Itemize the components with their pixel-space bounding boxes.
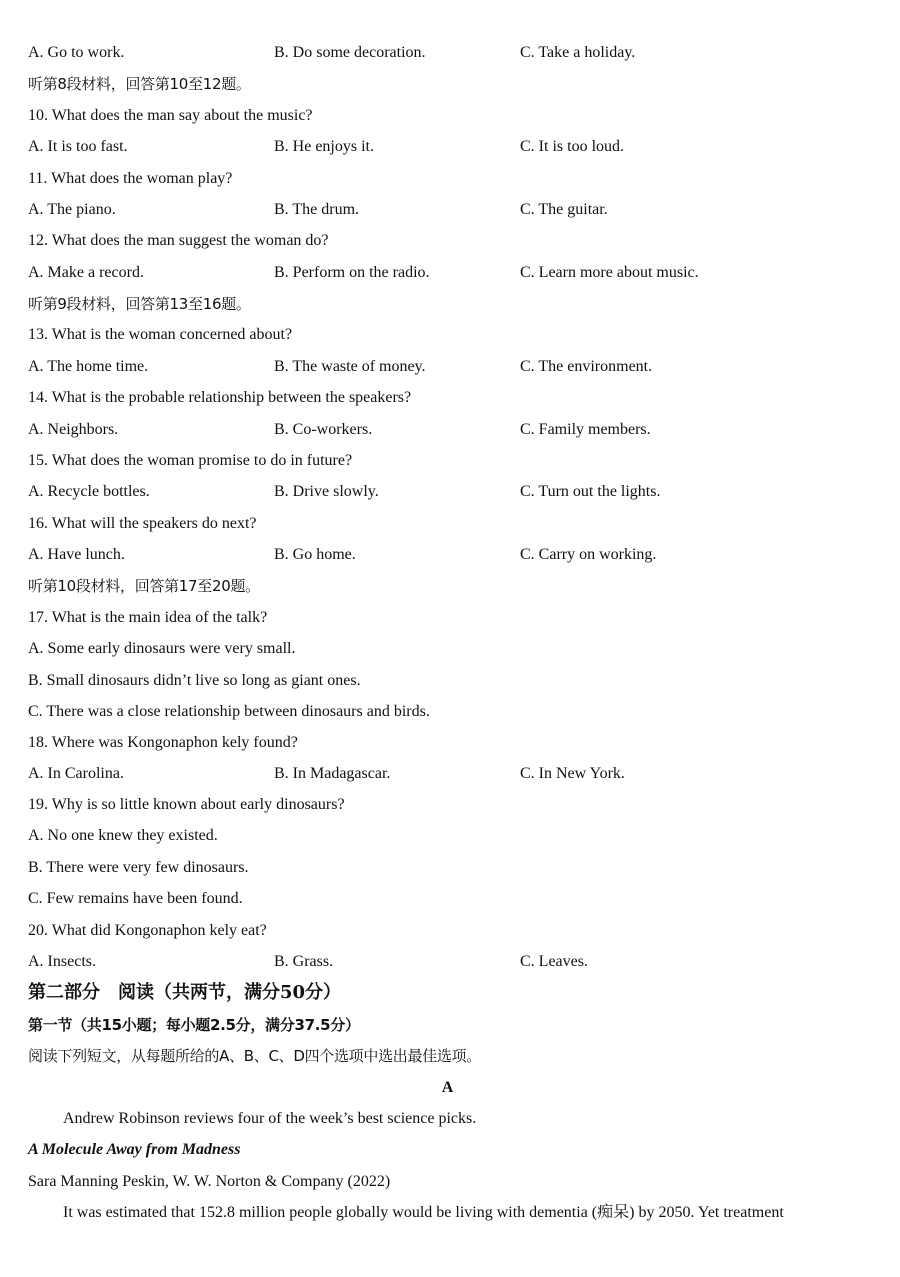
q14-option-a: A. Neighbors.	[28, 421, 119, 438]
q11-option-c: C. The guitar.	[520, 201, 608, 218]
passage-label: A	[441, 1079, 454, 1096]
question-19: 19. Why is so little known about early dinosaurs?	[28, 796, 345, 813]
question-17: 17. What is the main idea of the talk?	[28, 609, 268, 626]
section-one-title: 第一节（共15小题；每小题2.5分，满分37.5分）	[28, 1016, 360, 1034]
question-14: 14. What is the probable relationship between the speakers?	[28, 389, 412, 406]
q16-option-c: C. Carry on working.	[520, 546, 657, 563]
q17-option-b: B. Small dinosaurs didn’t live so long as giant ones.	[28, 672, 361, 689]
question-20: 20. What did Kongonaphon kely eat?	[28, 922, 267, 939]
q15-option-b: B. Drive slowly.	[274, 483, 379, 500]
q19-option-b: B. There were very few dinosaurs.	[28, 859, 249, 876]
section-heading-8: 听第8段材料，回答第10至12题。	[28, 75, 251, 93]
question-11: 11. What does the woman play?	[28, 170, 233, 187]
q14-option-c: C. Family members.	[520, 421, 651, 438]
q18-option-c: C. In New York.	[520, 765, 625, 782]
section-heading-10: 听第10段材料，回答第17至20题。	[28, 577, 260, 595]
q14-option-b: B. Co-workers.	[274, 421, 373, 438]
q12-option-a: A. Make a record.	[28, 264, 144, 281]
q20-option-a: A. Insects.	[28, 953, 96, 970]
q12-option-c: C. Learn more about music.	[520, 264, 699, 281]
question-15: 15. What does the woman promise to do in future?	[28, 452, 353, 469]
q13-option-a: A. The home time.	[28, 358, 149, 375]
question-12: 12. What does the man suggest the woman do?	[28, 232, 329, 249]
passage-body: It was estimated that 152.8 million people globally would be living with dementia (痴呆) by 2050. Yet treatment	[63, 1204, 784, 1221]
q10-option-b: B. He enjoys it.	[274, 138, 374, 155]
q16-option-a: A. Have lunch.	[28, 546, 125, 563]
q17-option-c: C. There was a close relationship between dinosaurs and birds.	[28, 703, 430, 720]
q10-option-a: A. It is too fast.	[28, 138, 128, 155]
option-a: A. Go to work.	[28, 44, 125, 61]
q11-option-a: A. The piano.	[28, 201, 116, 218]
book-title: A Molecule Away from Madness	[28, 1141, 241, 1158]
q13-option-c: C. The environment.	[520, 358, 653, 375]
q15-option-a: A. Recycle bottles.	[28, 483, 150, 500]
q10-option-c: C. It is too loud.	[520, 138, 625, 155]
q20-option-c: C. Leaves.	[520, 953, 588, 970]
part-two-title: 第二部分 阅读（共两节，满分50分）	[28, 982, 342, 1003]
q18-option-a: A. In Carolina.	[28, 765, 124, 782]
section-heading-9: 听第9段材料，回答第13至16题。	[28, 295, 251, 313]
question-16: 16. What will the speakers do next?	[28, 515, 257, 532]
q19-option-a: A. No one knew they existed.	[28, 827, 218, 844]
passage-intro: Andrew Robinson reviews four of the week’s best science picks.	[63, 1110, 477, 1127]
q19-option-c: C. Few remains have been found.	[28, 890, 243, 907]
question-13: 13. What is the woman concerned about?	[28, 326, 293, 343]
question-18: 18. Where was Kongonaphon kely found?	[28, 734, 298, 751]
q16-option-b: B. Go home.	[274, 546, 356, 563]
q15-option-c: C. Turn out the lights.	[520, 483, 661, 500]
q17-option-a: A. Some early dinosaurs were very small.	[28, 640, 296, 657]
book-info: Sara Manning Peskin, W. W. Norton & Company (2022)	[28, 1173, 391, 1190]
q13-option-b: B. The waste of money.	[274, 358, 426, 375]
q11-option-b: B. The drum.	[274, 201, 360, 218]
q12-option-b: B. Perform on the radio.	[274, 264, 430, 281]
q20-option-b: B. Grass.	[274, 953, 334, 970]
q18-option-b: B. In Madagascar.	[274, 765, 391, 782]
reading-instruction: 阅读下列短文，从每题所给的A、B、C、D四个选项中选出最佳选项。	[28, 1047, 481, 1065]
question-10: 10. What does the man say about the music?	[28, 107, 313, 124]
option-c: C. Take a holiday.	[520, 44, 636, 61]
option-b: B. Do some decoration.	[274, 44, 426, 61]
